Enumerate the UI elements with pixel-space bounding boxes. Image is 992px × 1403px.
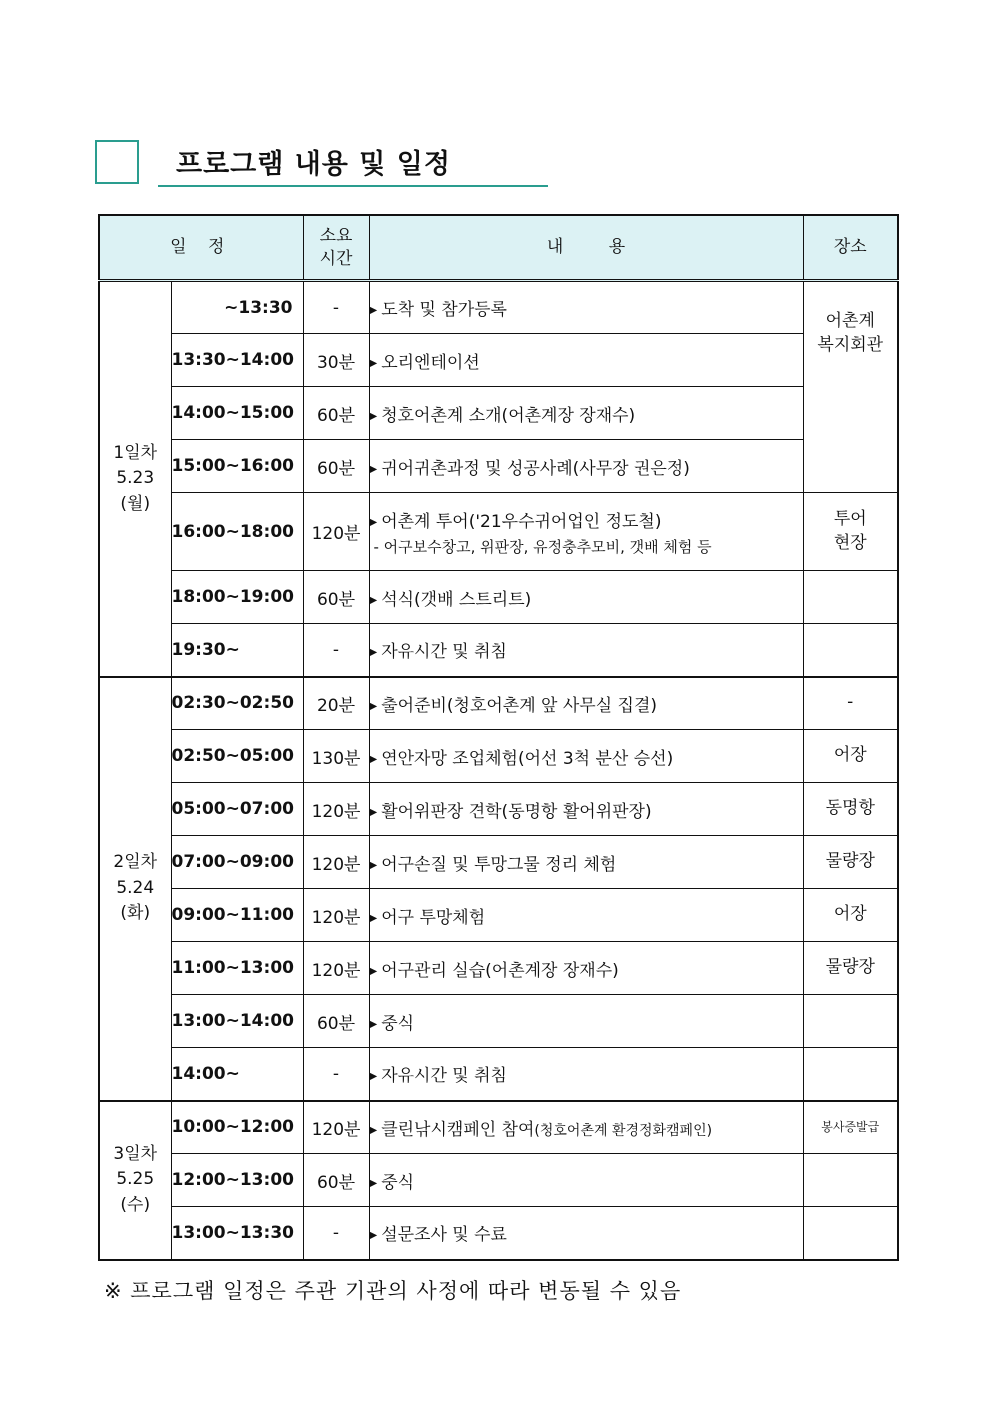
table-row — [99, 730, 898, 783]
duration-cell: 120분 — [303, 783, 369, 836]
time-cell: 14:00~15:00 — [171, 387, 303, 440]
bullet-arrow-icon: ▶ — [369, 1177, 378, 1189]
content-text: 클린낚시캠페인 참여 — [381, 1119, 535, 1140]
bullet-arrow-icon: ▶ — [369, 965, 378, 977]
bullet-arrow-icon: ▶ — [369, 806, 378, 818]
place-cell — [803, 571, 898, 624]
place-cell: 어장 — [803, 730, 898, 783]
duration-cell: 60분 — [303, 440, 369, 493]
content-cell — [369, 387, 803, 440]
place-cell — [803, 1048, 898, 1101]
content-text: 중식 — [381, 1013, 415, 1034]
bullet-arrow-icon: ▶ — [369, 410, 378, 422]
header-content: 내 용 — [369, 215, 803, 281]
duration-cell: 20분 — [303, 677, 369, 730]
header-place: 장소 — [803, 215, 898, 281]
table-row — [99, 1154, 898, 1207]
time-cell: 02:30~02:50 — [171, 677, 303, 730]
content-cell — [369, 1048, 803, 1101]
content-text: 어구손질 및 투망그물 정리 체험 — [381, 854, 617, 875]
content-cell — [369, 730, 803, 783]
place-cell: - — [803, 677, 898, 730]
duration-cell: 30분 — [303, 334, 369, 387]
table-row — [99, 942, 898, 995]
content-cell — [369, 836, 803, 889]
content-subtext: - 어구보수창고, 위판장, 유정충추모비, 갯배 체험 등 — [373, 537, 712, 556]
page-title: 프로그램 내용 및 일정 — [176, 149, 451, 180]
time-cell: 13:00~13:30 — [171, 1207, 303, 1260]
schedule-table — [98, 214, 899, 1261]
bullet-arrow-icon: ▶ — [369, 1018, 378, 1030]
table-row — [99, 889, 898, 942]
table-row — [99, 281, 898, 334]
duration-cell: 120분 — [303, 942, 369, 995]
time-cell: 09:00~11:00 — [171, 889, 303, 942]
bullet-arrow-icon: ▶ — [369, 1230, 378, 1242]
table-row — [99, 995, 898, 1048]
table-row — [99, 1207, 898, 1260]
duration-cell: - — [303, 281, 369, 334]
time-cell: 10:00~12:00 — [171, 1101, 303, 1154]
bullet-arrow-icon: ▶ — [369, 516, 378, 528]
time-cell: 11:00~13:00 — [171, 942, 303, 995]
content-cell — [369, 334, 803, 387]
day-label: 3일차 5.25 (수) — [99, 1101, 171, 1260]
time-cell: 13:30~14:00 — [171, 334, 303, 387]
time-cell: 02:50~05:00 — [171, 730, 303, 783]
content-cell — [369, 783, 803, 836]
content-text: 자유시간 및 취침 — [381, 642, 507, 663]
duration-cell: - — [303, 624, 369, 677]
bullet-arrow-icon: ▶ — [369, 700, 378, 712]
table-row — [99, 440, 898, 493]
place-cell — [803, 624, 898, 677]
header-duration: 소요 시간 — [303, 215, 369, 281]
bullet-arrow-icon: ▶ — [369, 594, 378, 606]
place-cell — [803, 1154, 898, 1207]
content-cell — [369, 942, 803, 995]
content-cell — [369, 571, 803, 624]
content-text: 오리엔테이션 — [381, 352, 480, 373]
content-text: 연안자망 조업체험(어선 3척 분산 승선) — [381, 748, 674, 769]
time-cell: 12:00~13:00 — [171, 1154, 303, 1207]
bullet-arrow-icon: ▶ — [369, 463, 378, 475]
header-row — [99, 215, 898, 281]
place-cell: 동명항 — [803, 783, 898, 836]
bullet-arrow-icon: ▶ — [369, 912, 378, 924]
table-row — [99, 334, 898, 387]
content-cell — [369, 493, 803, 571]
place-cell: 물량장 — [803, 942, 898, 995]
bullet-arrow-icon: ▶ — [369, 357, 378, 369]
duration-cell: 120분 — [303, 493, 369, 571]
table-row — [99, 1048, 898, 1101]
bullet-arrow-icon: ▶ — [369, 1124, 378, 1136]
table-row — [99, 783, 898, 836]
table-row — [99, 624, 898, 677]
time-cell: 05:00~07:00 — [171, 783, 303, 836]
content-text: 출어준비(청호어촌계 앞 사무실 집결) — [381, 695, 658, 716]
place-cell: 봉사증발급 — [803, 1101, 898, 1154]
time-cell: 07:00~09:00 — [171, 836, 303, 889]
place-cell — [803, 995, 898, 1048]
content-text: 자유시간 및 취침 — [381, 1066, 507, 1087]
content-cell — [369, 889, 803, 942]
bullet-arrow-icon: ▶ — [369, 305, 378, 316]
content-cell — [369, 440, 803, 493]
duration-cell: 60분 — [303, 1154, 369, 1207]
time-cell: 15:00~16:00 — [171, 440, 303, 493]
content-text: 석식(갯배 스트리트) — [381, 589, 532, 610]
bullet-arrow-icon: ▶ — [369, 859, 378, 871]
table-row — [99, 387, 898, 440]
day-label: 2일차 5.24 (화) — [99, 677, 171, 1101]
footnote: ※ 프로그램 일정은 주관 기관의 사정에 따라 변동될 수 있음 — [104, 1279, 682, 1303]
duration-cell: 120분 — [303, 836, 369, 889]
content-text: 귀어귀촌과정 및 성공사례(사무장 권은정) — [381, 458, 690, 479]
place-cell: 투어 현장 — [803, 493, 898, 571]
table-row — [99, 1101, 898, 1154]
place-cell — [803, 1207, 898, 1260]
header-schedule: 일 정 — [99, 215, 303, 281]
time-cell: 13:00~14:00 — [171, 995, 303, 1048]
duration-cell: 60분 — [303, 571, 369, 624]
place-cell: 물량장 — [803, 836, 898, 889]
time-cell: ~13:30 — [171, 281, 303, 334]
content-text: 설문조사 및 수료 — [381, 1225, 507, 1246]
content-text: 어구 투망체험 — [381, 907, 486, 928]
duration-cell: 60분 — [303, 995, 369, 1048]
content-text: 활어위판장 견학(동명항 활어위판장) — [381, 801, 652, 822]
time-cell: 18:00~19:00 — [171, 571, 303, 624]
content-cell — [369, 995, 803, 1048]
duration-cell: - — [303, 1048, 369, 1101]
table-row — [99, 677, 898, 730]
content-text: 도착 및 참가등록 — [381, 300, 507, 320]
duration-cell: 60분 — [303, 387, 369, 440]
content-cell — [369, 677, 803, 730]
content-cell — [369, 624, 803, 677]
bullet-arrow-icon: ▶ — [369, 647, 378, 659]
place-cell: 어촌계 복지회관 — [803, 281, 898, 493]
content-cell — [369, 1101, 803, 1154]
content-text: 어촌계 투어('21우수귀어업인 정도철) — [381, 511, 662, 532]
title-underline — [158, 185, 548, 187]
content-text: 어구관리 실습(어촌계장 장재수) — [381, 960, 619, 981]
table-row — [99, 571, 898, 624]
content-cell — [369, 1207, 803, 1260]
day-label: 1일차 5.23 (월) — [99, 281, 171, 677]
content-text: 중식 — [381, 1172, 415, 1193]
place-cell: 어장 — [803, 889, 898, 942]
time-cell: 16:00~18:00 — [171, 493, 303, 571]
duration-cell: - — [303, 1207, 369, 1260]
content-cell — [369, 281, 803, 334]
title-marker-box — [95, 140, 139, 184]
table-row — [99, 493, 898, 571]
duration-cell: 130분 — [303, 730, 369, 783]
content-text: 청호어촌계 소개(어촌계장 장재수) — [381, 405, 636, 426]
content-subtext: (청호어촌계 환경정화캠페인) — [534, 1122, 713, 1139]
bullet-arrow-icon: ▶ — [369, 753, 378, 765]
table-row — [99, 836, 898, 889]
time-cell: 19:30~ — [171, 624, 303, 677]
bullet-arrow-icon: ▶ — [369, 1071, 378, 1083]
time-cell: 14:00~ — [171, 1048, 303, 1101]
content-cell — [369, 1154, 803, 1207]
duration-cell: 120분 — [303, 1101, 369, 1154]
duration-cell: 120분 — [303, 889, 369, 942]
